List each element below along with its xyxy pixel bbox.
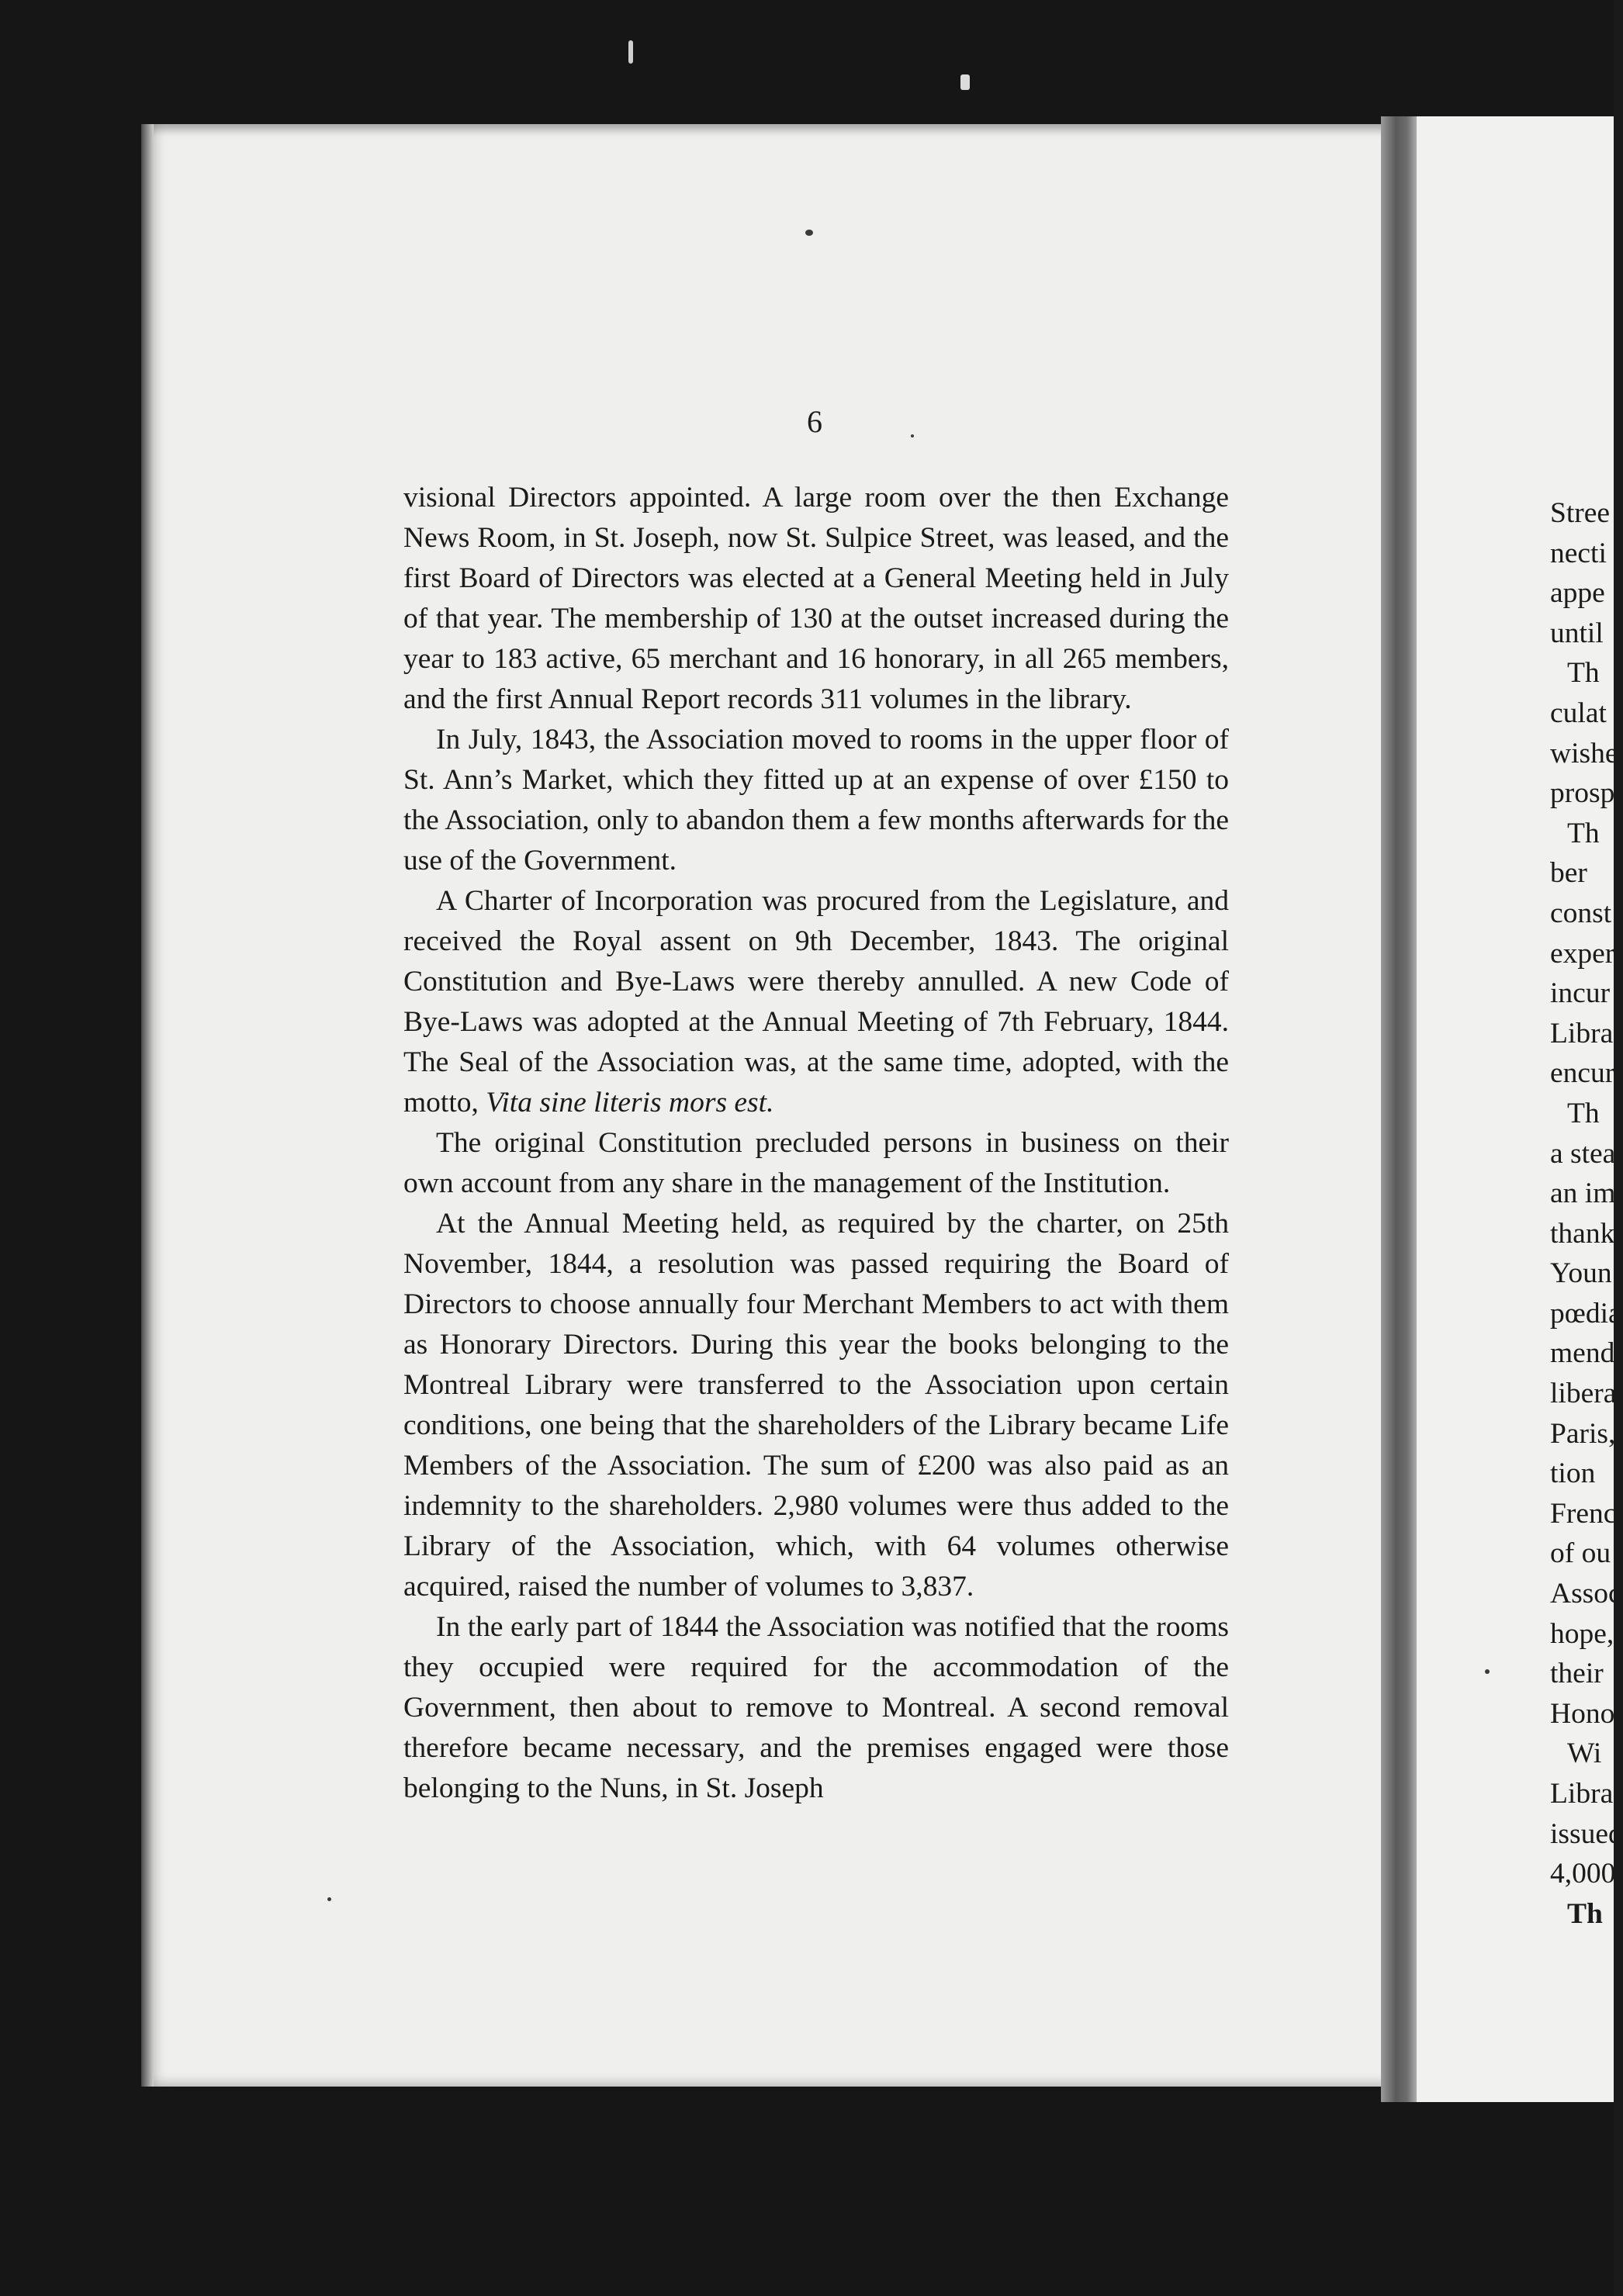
right-fragment-line: exper [1550,937,1615,970]
paragraph: In the early part of 1844 the Association was notified that the rooms they occupied were required for the accommodation of the Government, then about to remove to Montreal. A second removal therefore became necessary, and the premises engaged were those belonging to the Nuns, in St. Joseph [403,1611,1229,1804]
right-fragment-line: ber [1550,857,1587,890]
paragraph: In July, 1843, the Association moved to rooms in the upper floor of St. Ann’s Market, which they fitted up at an expense of over £150 to the Association, only to abandon them a few months afterwards for the use of the Government. [403,724,1229,877]
right-fragment-line: hope, [1550,1617,1614,1650]
paragraph: At the Annual Meeting held, as required by the charter, on 25th November, 1844, a resolution was passed requiring the Board of Directors to choose annually four Merchant Members to act with them as Honorary Directors. During this year the books belonging to the Montreal Library were transferred to the Association upon certain conditions, one being that the shareholders of the Library became Life Members of the Association. The sum of £200 was also paid as an indemnity to the shareholders. 2,980 volumes were thus added to the Library of the Association, which, with 64 volumes otherwise acquired, raised the number of volumes to 3,837. [403,1208,1229,1603]
right-fragment-line: Stree [1550,497,1611,529]
right-fragment-line: incur [1550,977,1611,1010]
right-fragment-line: Wi [1567,1738,1602,1770]
right-fragment-line: an im [1550,1177,1616,1210]
paragraph-text: A Charter of Incorporation was procured from the Legislature, and received the Royal assent on 9th December, 1843. The original Constitution and Bye-Laws were thereby annulled. A new Code of Bye-Laws was adopted at the Annual Meeting of 7th February, 1844. The Seal of the Association was, at the same time, adopted, with the motto, [403,885,1229,1119]
right-fragment-line: Th [1567,1897,1603,1930]
right-fragment-line: their [1550,1658,1604,1690]
book-gutter [1381,116,1418,2102]
right-fragment-line: issued [1550,1817,1623,1850]
scan-speck [805,230,813,236]
right-fragment-line: Libra [1550,1017,1614,1049]
scan-speck [960,74,970,90]
right-fragment-line: culat [1550,697,1607,729]
right-fragment-line: appe [1550,577,1605,610]
right-fragment-line: Hono [1550,1697,1615,1730]
left-page-edge [141,124,154,2087]
scan-speck [327,1897,331,1901]
right-fragment-line: Th [1567,657,1600,690]
right-fragment-line: Assoc [1550,1578,1621,1610]
scan-speck [1485,1669,1490,1674]
right-fragment-line: encur [1550,1057,1615,1090]
right-fragment-line: const [1550,897,1612,929]
right-fragment-line: Th [1567,1097,1600,1129]
page-number: 6 [807,404,822,439]
right-fragment-line: prosp [1550,777,1615,810]
paragraph [403,881,1229,1123]
right-fragment-line: until [1550,617,1604,649]
right-fragment-line: necti [1550,537,1607,569]
scan-speck [911,434,914,437]
right-fragment-line: libera [1550,1378,1617,1410]
right-fragment-line: Paris, [1550,1417,1616,1450]
paragraph: visional Directors appointed. A large room over the then Exchange News Room, in St. Joseph, now St. Sulpice Street, was leased, and the first Board of Directors was elected at a General Meeting held in July of that year. The membership of 130 at the outset increased during the year to 183 active, 65 merchant and 16 honorary, in all 265 members, and the first Annual Report records 311 volumes in the library. [403,482,1229,715]
scan-speck [628,40,633,64]
right-fragment-line: of ou [1550,1537,1611,1570]
right-fragment-line: wishe [1550,737,1618,769]
right-fragment-line: mend [1550,1337,1615,1370]
right-fragment-line: thank [1550,1217,1615,1250]
paragraph: The original Constitution precluded persons in business on their own account from any share in the management of the Institution. [403,1127,1229,1199]
right-fragment-line: tion [1550,1457,1596,1490]
right-page-text-fragments [1550,493,1623,1934]
body-text [403,478,1229,1809]
right-fragment-line: Libra [1550,1778,1614,1810]
right-fragment-line: Youn [1550,1257,1612,1290]
right-fragment-line: 4,000, [1550,1858,1623,1890]
association-motto: Vita sine literis mors est. [486,1087,774,1119]
right-fragment-line: Th [1567,817,1600,849]
right-fragment-line: a stea [1550,1137,1616,1170]
right-fragment-line: pœdia [1550,1297,1621,1330]
right-fragment-line: Frenc [1550,1497,1617,1530]
